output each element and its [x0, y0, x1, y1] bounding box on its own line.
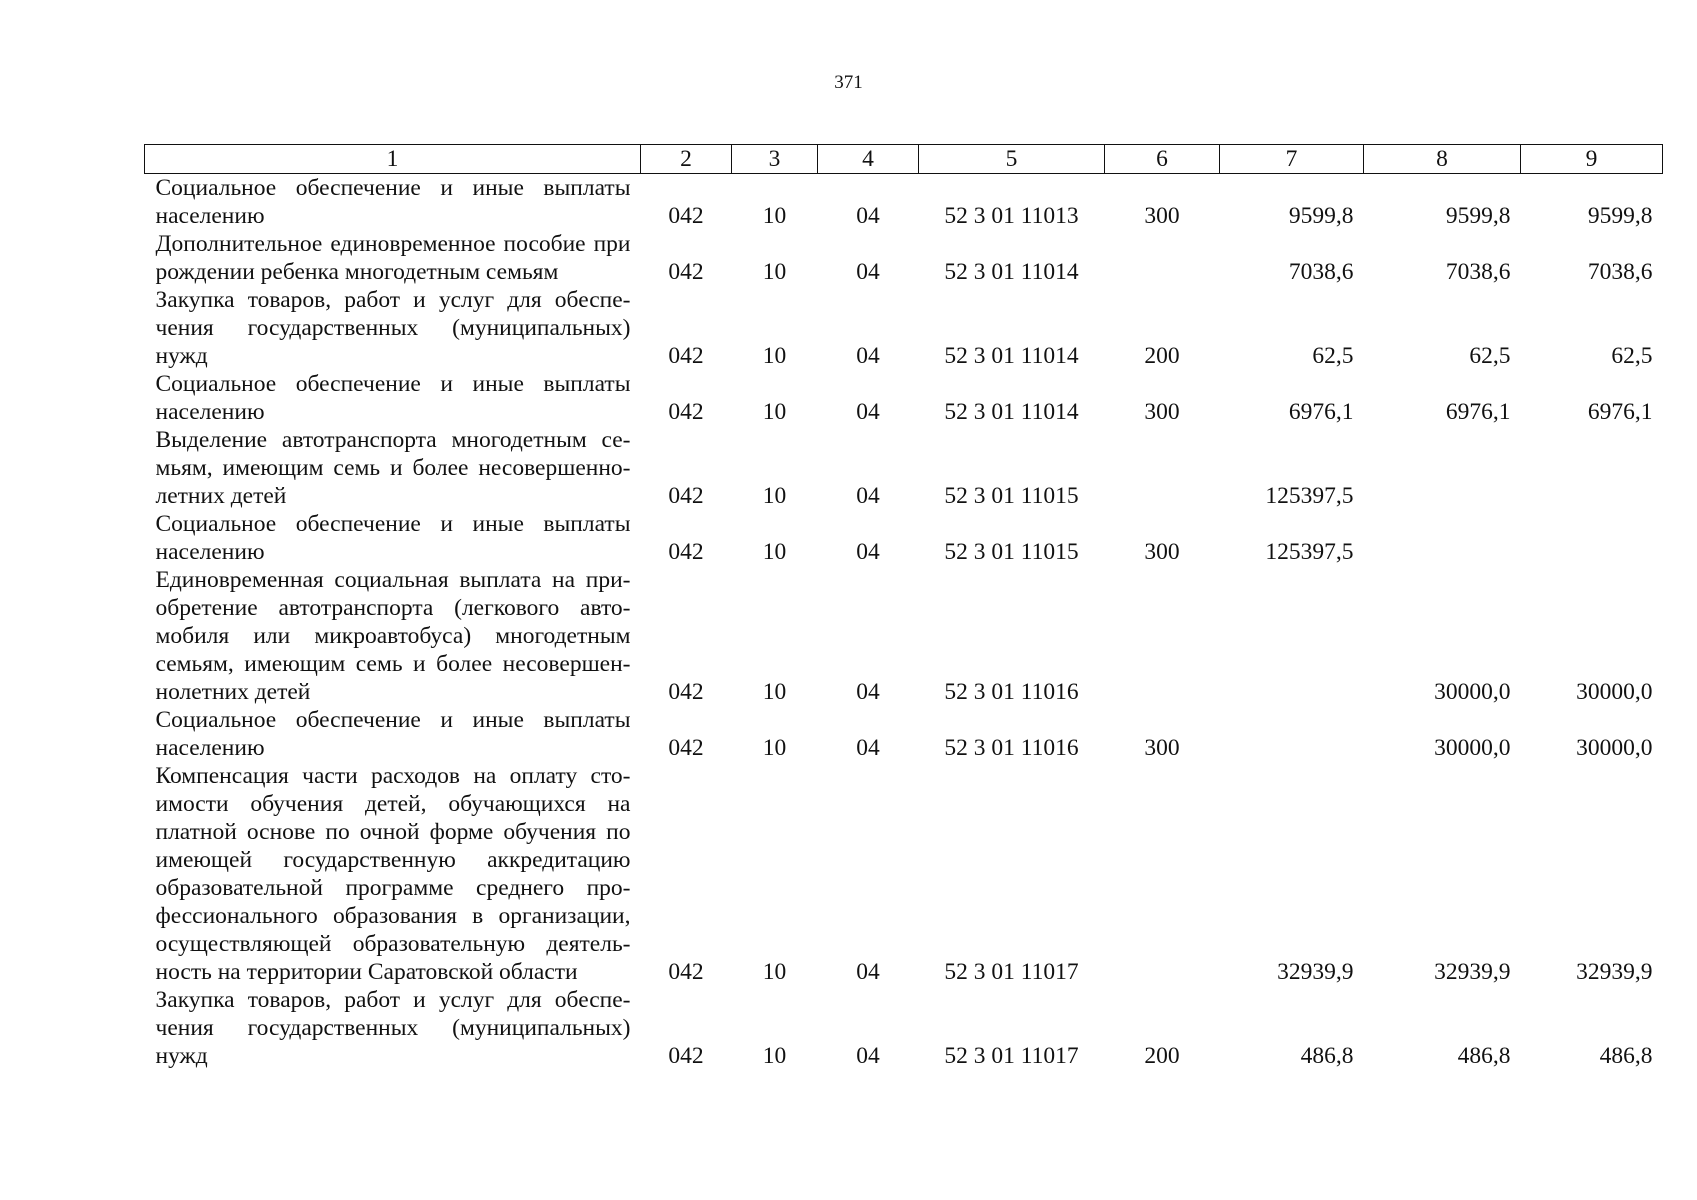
column-header: 2: [641, 145, 732, 174]
expense-type-code: [1105, 762, 1220, 986]
amount-col7: 9599,8: [1288, 203, 1354, 229]
ministry-code: 042: [668, 539, 704, 565]
amount-col8: 7038,6: [1445, 259, 1511, 285]
row-description: Выделение автотранспорта многодетным семьям, имеющим семь и более несовершеннолетних детей: [155, 427, 631, 509]
amount-col9: 32939,9: [1576, 959, 1653, 985]
row-description: Социальное обеспечение и иные выплаты населению: [155, 707, 631, 761]
section-code: 10: [762, 959, 787, 985]
column-header: 1: [145, 145, 641, 174]
amount-col9: 62,5: [1611, 343, 1653, 369]
expense-type-code: 300: [1144, 203, 1180, 229]
expense-type-code: [1105, 426, 1220, 510]
expense-type-code: [1105, 230, 1220, 286]
section-code: 10: [762, 203, 787, 229]
subsection-code: 04: [856, 259, 880, 285]
target-article-code: 52 3 01 11014: [944, 259, 1079, 285]
column-header: 6: [1105, 145, 1220, 174]
amount-col7: 6976,1: [1288, 399, 1354, 425]
row-description: Закупка товаров, работ и услуг для обеспечения государственных (муниципальных) нужд: [155, 987, 631, 1069]
amount-col7: [1220, 566, 1364, 706]
column-header: 5: [919, 145, 1105, 174]
expense-type-code: 300: [1144, 399, 1180, 425]
section-code: 10: [762, 399, 787, 425]
amount-col9: 486,8: [1599, 1043, 1653, 1069]
page-number: 371: [834, 72, 863, 93]
expense-type-code: 200: [1144, 1043, 1180, 1069]
target-article-code: 52 3 01 11013: [944, 203, 1079, 229]
column-number-row: [145, 145, 1663, 174]
amount-col8: [1364, 426, 1521, 510]
table-row: [145, 370, 1663, 426]
target-article-code: 52 3 01 11015: [944, 483, 1079, 509]
subsection-code: 04: [856, 399, 880, 425]
row-description: Компенсация части расходов на оплату стоимости обучения детей, обучающихся на платной основе по очной форме обучения по имеющей государственную аккредитацию образовательной программе среднего профессионального образования в организации, осуществляющей образовательную деятельность на территории Саратовской области: [155, 763, 631, 985]
column-header: 4: [818, 145, 919, 174]
table-row: [145, 230, 1663, 286]
target-article-code: 52 3 01 11015: [944, 539, 1079, 565]
amount-col7: 125397,5: [1265, 539, 1354, 565]
row-description: Закупка товаров, работ и услуг для обеспечения государственных (муниципальных) нужд: [155, 287, 631, 369]
amount-col8: [1364, 510, 1521, 566]
section-code: 10: [762, 735, 787, 761]
subsection-code: 04: [856, 735, 880, 761]
subsection-code: 04: [856, 483, 880, 509]
amount-col8: 486,8: [1457, 1043, 1511, 1069]
table-row: [145, 706, 1663, 762]
section-code: 10: [762, 679, 787, 705]
ministry-code: 042: [668, 399, 704, 425]
amount-col9: 9599,8: [1587, 203, 1653, 229]
column-header: 8: [1364, 145, 1521, 174]
amount-col7: 7038,6: [1288, 259, 1354, 285]
target-article-code: 52 3 01 11016: [944, 679, 1079, 705]
target-article-code: 52 3 01 11014: [944, 343, 1079, 369]
ministry-code: 042: [668, 483, 704, 509]
subsection-code: 04: [856, 203, 880, 229]
subsection-code: 04: [856, 959, 880, 985]
amount-col8: 30000,0: [1434, 735, 1511, 761]
amount-col9: [1521, 510, 1663, 566]
expense-type-code: 300: [1144, 735, 1180, 761]
expense-type-code: 200: [1144, 343, 1180, 369]
ministry-code: 042: [668, 735, 704, 761]
amount-col7: 486,8: [1300, 1043, 1354, 1069]
table-row: [145, 986, 1663, 1070]
budget-table: [144, 144, 1663, 1070]
column-header: 3: [732, 145, 818, 174]
row-description: Социальное обеспечение и иные выплаты населению: [155, 371, 631, 425]
ministry-code: 042: [668, 259, 704, 285]
amount-col8: 30000,0: [1434, 679, 1511, 705]
amount-col7: 62,5: [1312, 343, 1354, 369]
table-row: [145, 566, 1663, 706]
ministry-code: 042: [668, 959, 704, 985]
row-description: Дополнительное единовременное пособие при рождении ребенка многодетным семьям: [155, 231, 631, 285]
subsection-code: 04: [856, 539, 880, 565]
target-article-code: 52 3 01 11016: [944, 735, 1079, 761]
column-header: 9: [1521, 145, 1663, 174]
amount-col9: [1521, 426, 1663, 510]
expense-type-code: [1105, 566, 1220, 706]
amount-col8: 6976,1: [1445, 399, 1511, 425]
subsection-code: 04: [856, 679, 880, 705]
table-row: [145, 510, 1663, 566]
amount-col9: 6976,1: [1587, 399, 1653, 425]
amount-col9: 7038,6: [1587, 259, 1653, 285]
section-code: 10: [762, 343, 787, 369]
amount-col9: 30000,0: [1576, 735, 1653, 761]
target-article-code: 52 3 01 11017: [944, 959, 1079, 985]
table-row: [145, 174, 1663, 231]
amount-col7: 125397,5: [1265, 483, 1354, 509]
expense-type-code: 300: [1144, 539, 1180, 565]
ministry-code: 042: [668, 679, 704, 705]
row-description: Социальное обеспечение и иные выплаты населению: [155, 511, 631, 565]
table-row: [145, 426, 1663, 510]
amount-col8: 32939,9: [1434, 959, 1511, 985]
amount-col8: 9599,8: [1445, 203, 1511, 229]
row-description: Социальное обеспечение и иные выплаты населению: [155, 175, 631, 229]
target-article-code: 52 3 01 11014: [944, 399, 1079, 425]
subsection-code: 04: [856, 1043, 880, 1069]
section-code: 10: [762, 1043, 787, 1069]
amount-col8: 62,5: [1469, 343, 1511, 369]
section-code: 10: [762, 539, 787, 565]
section-code: 10: [762, 259, 787, 285]
ministry-code: 042: [668, 203, 704, 229]
section-code: 10: [762, 483, 787, 509]
ministry-code: 042: [668, 343, 704, 369]
column-header: 7: [1220, 145, 1364, 174]
table-row: [145, 762, 1663, 986]
ministry-code: 042: [668, 1043, 704, 1069]
subsection-code: 04: [856, 343, 880, 369]
table-row: [145, 286, 1663, 370]
target-article-code: 52 3 01 11017: [944, 1043, 1079, 1069]
row-description: Единовременная социальная выплата на приобретение автотранспорта (легкового автомобиля или микроавтобуса) многодетным семьям, имеющим семь и более несовершеннолетних детей: [155, 567, 631, 705]
amount-col7: [1220, 706, 1364, 762]
amount-col7: 32939,9: [1277, 959, 1354, 985]
amount-col9: 30000,0: [1576, 679, 1653, 705]
